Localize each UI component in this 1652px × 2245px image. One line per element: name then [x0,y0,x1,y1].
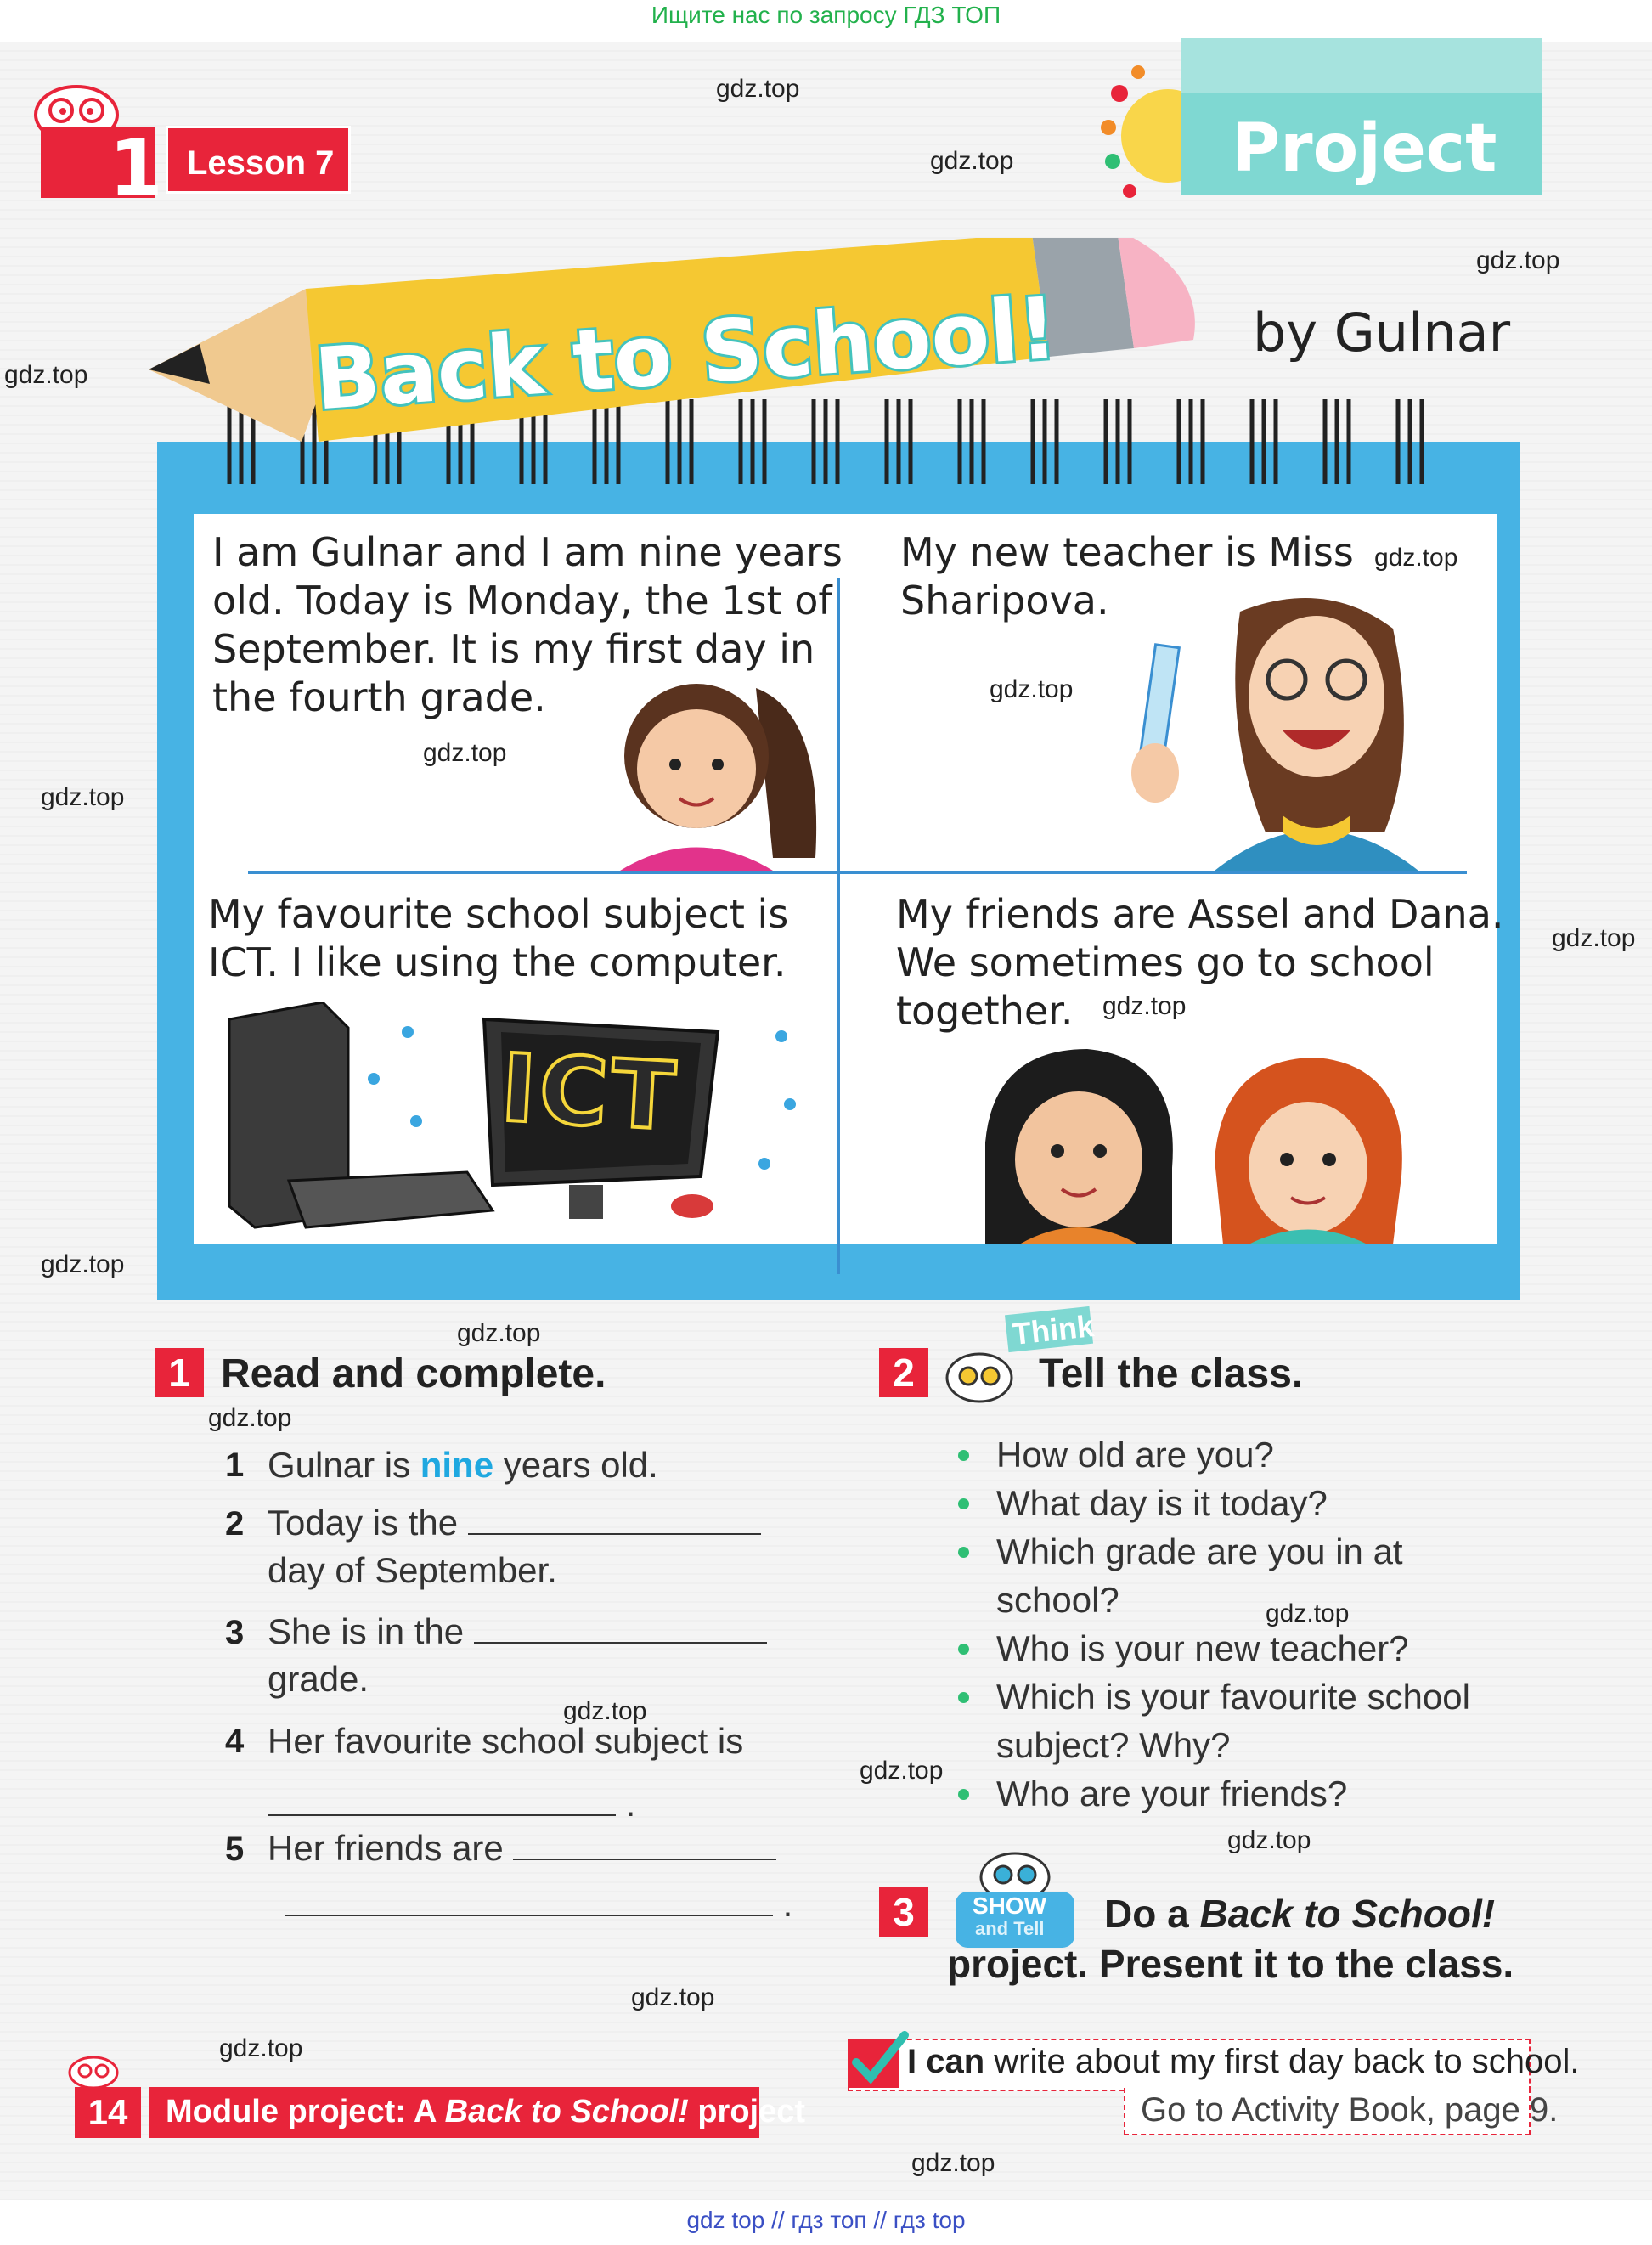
spiral-ring [1398,399,1422,484]
exercise-3-title-em: Back to School! [1199,1892,1496,1936]
watermark: gdz.top [631,1983,715,2011]
spiral-ring [1325,399,1349,484]
cell-1-line: September. It is my first day in [212,626,815,672]
watermark: gdz.top [716,75,800,103]
owl-think-icon [941,1342,1018,1406]
bullet-icon [958,1692,969,1703]
activity-book-reference: Go to Activity Book, page 9. [1141,2091,1559,2129]
lesson-label: Lesson 7 [187,144,335,182]
cell-4-text [896,890,1504,1035]
watermark: gdz.top [1227,1826,1311,1854]
section-title: Project [1232,110,1497,187]
show-badge-line1: SHOW [973,1892,1047,1919]
question-continued: subject? Why? [996,1725,1231,1765]
cell-2-line: Sharipova. [900,578,1109,623]
pencil-title: Back to School! [311,278,1061,430]
cell-1-line: old. Today is Monday, the 1st of [212,578,832,623]
item-number: 2 [225,1505,245,1543]
item-number: 3 [225,1614,245,1651]
item-2-line2: day of September. [268,1550,557,1590]
watermark: gdz.top [563,1697,647,1725]
can-do-rest: write about my first day back to school. [984,2043,1580,2080]
ict-screen-text: ICT [498,1033,681,1152]
teacher-illustration [1113,578,1486,871]
cell-3-line: ICT. I like using the computer. [208,939,787,985]
exercise-3-title-line2: project. Present it to the class. [947,1942,1514,1986]
item-4-line1: Her favourite school subject is [268,1721,744,1761]
can-do-bold: I can [907,2043,985,2080]
question: Which grade are you in at [996,1531,1403,1571]
bullet-icon [958,1547,969,1558]
question: Which is your favourite school [996,1677,1470,1717]
exercise-1-title: Read and complete. [221,1351,606,1396]
exercise-2-number: 2 [879,1348,928,1397]
exercise-3-title-pre: Do a [1104,1892,1200,1936]
watermark: gdz.top [860,1757,944,1785]
exercise-3-title [1104,1891,1495,1937]
watermark: gdz.top [41,783,125,811]
item-5-blank-2[interactable] [285,1884,773,1916]
cell-1-line: I am Gulnar and I am nine years [212,529,843,575]
bullet-icon [958,1644,969,1655]
item-5-blank[interactable] [513,1828,776,1860]
unit-number: 1 [109,123,164,214]
watermark: gdz.top [41,1250,125,1278]
watermark: gdz.top [4,361,88,389]
watermark: gdz.top [423,739,507,767]
footer-title-em: Back to School! [444,2094,689,2129]
item-4 [268,1718,743,1828]
bottom-banner[interactable]: gdz top // гдз топ // гдз top [686,2207,966,2233]
project-banner-top [1181,38,1542,93]
item-3 [268,1608,767,1703]
can-do-text [907,2043,1579,2081]
item-4-end: . [625,1784,636,1824]
exercise-2-title: Tell the class. [1039,1351,1304,1396]
exercise-3-number: 3 [879,1887,928,1937]
watermark: gdz.top [208,1404,292,1432]
item-number: 1 [225,1447,245,1484]
watermark: gdz.top [1266,1599,1350,1627]
bullet-icon [958,1450,969,1461]
item-3-line2: grade. [268,1659,369,1699]
exercise-1-number: 1 [155,1348,204,1397]
footer-title-pre: Module project: A [166,2094,445,2129]
friends-illustration [968,1041,1444,1244]
cell-3-line: My favourite school subject is [208,891,789,937]
item-3-blank[interactable] [474,1611,767,1644]
question: What day is it today? [996,1483,1328,1523]
footer-owl-icon [64,2047,123,2090]
cell-1-line: the fourth grade. [212,674,546,720]
watermark: gdz.top [911,2149,995,2177]
top-banner[interactable]: Ищите нас по запросу ГДЗ ТОП [651,2,1001,28]
watermark: gdz.top [990,675,1074,703]
item-5-line1: Her friends are [268,1828,504,1868]
cell-4-line: We sometimes go to school [896,939,1435,985]
item-1-pre: Gulnar is [268,1445,420,1485]
girl-gulnar-illustration [586,663,841,871]
item-2-line1: Today is the [268,1503,459,1543]
question: How old are you? [996,1435,1274,1475]
item-1-answer: nine [420,1445,494,1485]
byline: by Gulnar [1253,302,1511,364]
watermark: gdz.top [457,1319,541,1347]
item-3-line1: She is in the [268,1611,465,1651]
watermark: gdz.top [1552,924,1636,952]
cell-4-line: My friends are Assel and Dana. [896,891,1504,937]
watermark: gdz.top [1476,246,1560,274]
item-5-end: . [782,1884,793,1924]
item-5 [268,1825,792,1928]
item-1 [268,1441,658,1489]
watermark: gdz.top [930,147,1014,175]
show-badge-line2: and Tell [975,1918,1045,1939]
bullet-icon [958,1789,969,1800]
question: Who are your friends? [996,1774,1348,1813]
item-4-blank[interactable] [268,1784,616,1816]
watermark: gdz.top [1102,992,1187,1020]
footer-title-post: project [688,2094,806,2129]
item-number: 5 [225,1830,245,1868]
checkmark-icon [843,2028,911,2092]
notebook-horizontal-divider [248,871,1467,874]
cell-2-line: My new teacher is Miss [900,529,1354,575]
cell-3-text [208,890,788,987]
cell-4-line: together. [896,988,1074,1034]
think-badge: Think [1011,1308,1096,1351]
page-number: 14 [75,2087,141,2138]
spiral-ring [1252,399,1276,484]
question: Who is your new teacher? [996,1628,1409,1668]
sun-decoration-icon [1087,59,1189,208]
item-2 [268,1499,761,1594]
item-1-post: years old. [493,1445,658,1485]
watermark: gdz.top [1374,544,1458,572]
watermark: gdz.top [219,2034,303,2062]
item-number: 4 [225,1723,245,1760]
bullet-icon [958,1498,969,1509]
item-2-blank[interactable] [468,1503,761,1535]
question-continued: school? [996,1580,1119,1620]
footer-title [166,2094,805,2130]
